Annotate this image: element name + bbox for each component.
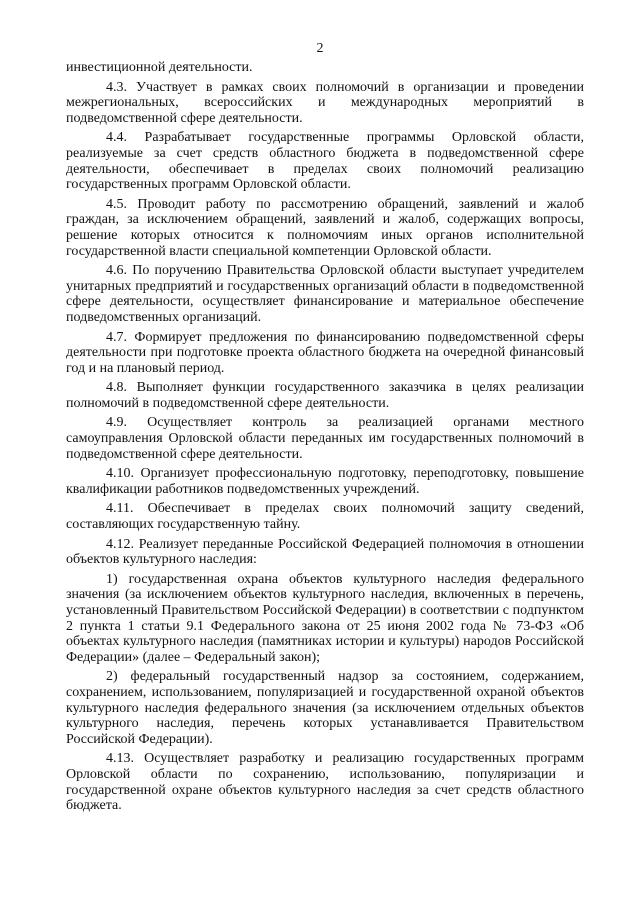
paragraph-4-12: 4.12. Реализует переданные Российской Федерацией полномочия в отношении объектов культурного наследия: — [66, 536, 584, 568]
page-number: 2 — [316, 41, 324, 56]
paragraph-4-4: 4.4. Разрабатывает государственные программы Орловской области, реализуемые за счет средств областного бюджета в подведомственной сфере деятельности, обеспечивает в пределах своих полномочий реализацию государственных программ Орловской области. — [66, 130, 584, 193]
paragraph-4-8: 4.8. Выполняет функции государственного заказчика в целях реализации полномочий в подведомственной сфере деятельности. — [66, 380, 584, 411]
paragraph-4-12-item-1: 1) государственная охрана объектов культурного наследия федерального значения (за исключением объектов культурного наследия, включенных в перечень, установленный Правительством Российской Федерации) в соответствии с подпунктом 2 пункта 1 статьи 9.1 Федерального закона от 25 июня 2002 года № 73-ФЗ «Об объектах культурного наследия (памятниках истории и культуры) народов Российской Федерации» (далее – Федеральный закон); — [66, 571, 584, 665]
paragraph-4-9: 4.9. Осуществляет контроль за реализацией органами местного самоуправления Орловской области переданных им государственных полномочий в подведомственной сфере деятельности. — [66, 415, 584, 462]
paragraph-4-7: 4.7. Формирует предложения по финансированию подведомственной сферы деятельности при подготовке проекта областного бюджета на очередной финансовый год и на плановый период. — [66, 329, 584, 376]
paragraph-4-10: 4.10. Организует профессиональную подготовку, переподготовку, повышение квалификации работников подведомственных учреждений. — [66, 466, 584, 497]
paragraph-4-13: 4.13. Осуществляет разработку и реализацию государственных программ Орловской области по сохранению, использованию, популяризации и государственной охране объектов культурного наследия за счет средств областного бюджета. — [66, 751, 584, 814]
paragraph-continuation: инвестиционной деятельности. — [66, 60, 253, 75]
paragraph-4-3: 4.3. Участвует в рамках своих полномочий в организации и проведении межрегиональных, всероссийских и международных мероприятий в подведомственной сфере деятельности. — [66, 79, 584, 126]
paragraph-4-12-item-2: 2) федеральный государственный надзор за состоянием, содержанием, сохранением, использованием, популяризацией и государственной охраной объектов культурного наследия федерального значения (за исключением отдельных объектов культурного наследия, перечень которых устанавливается Правительством Российской Федерации). — [66, 669, 584, 747]
document-body — [66, 60, 584, 818]
paragraph-4-5: 4.5. Проводит работу по рассмотрению обращений, заявлений и жалоб граждан, за исключением обращений, заявлений и жалоб, содержащих вопросы, решение которых относится к полномочиям иных органов исполнительной государственной власти специальной компетенции Орловской области. — [66, 196, 584, 259]
paragraph-4-6: 4.6. По поручению Правительства Орловской области выступает учредителем унитарных предприятий и государственных организаций области в подведомственной сфере деятельности, осуществляет финансирование и материальное обеспечение подведомственных организаций. — [66, 263, 584, 325]
paragraph-4-11: 4.11. Обеспечивает в пределах своих полномочий защиту сведений, составляющих государственную тайну. — [66, 501, 584, 533]
